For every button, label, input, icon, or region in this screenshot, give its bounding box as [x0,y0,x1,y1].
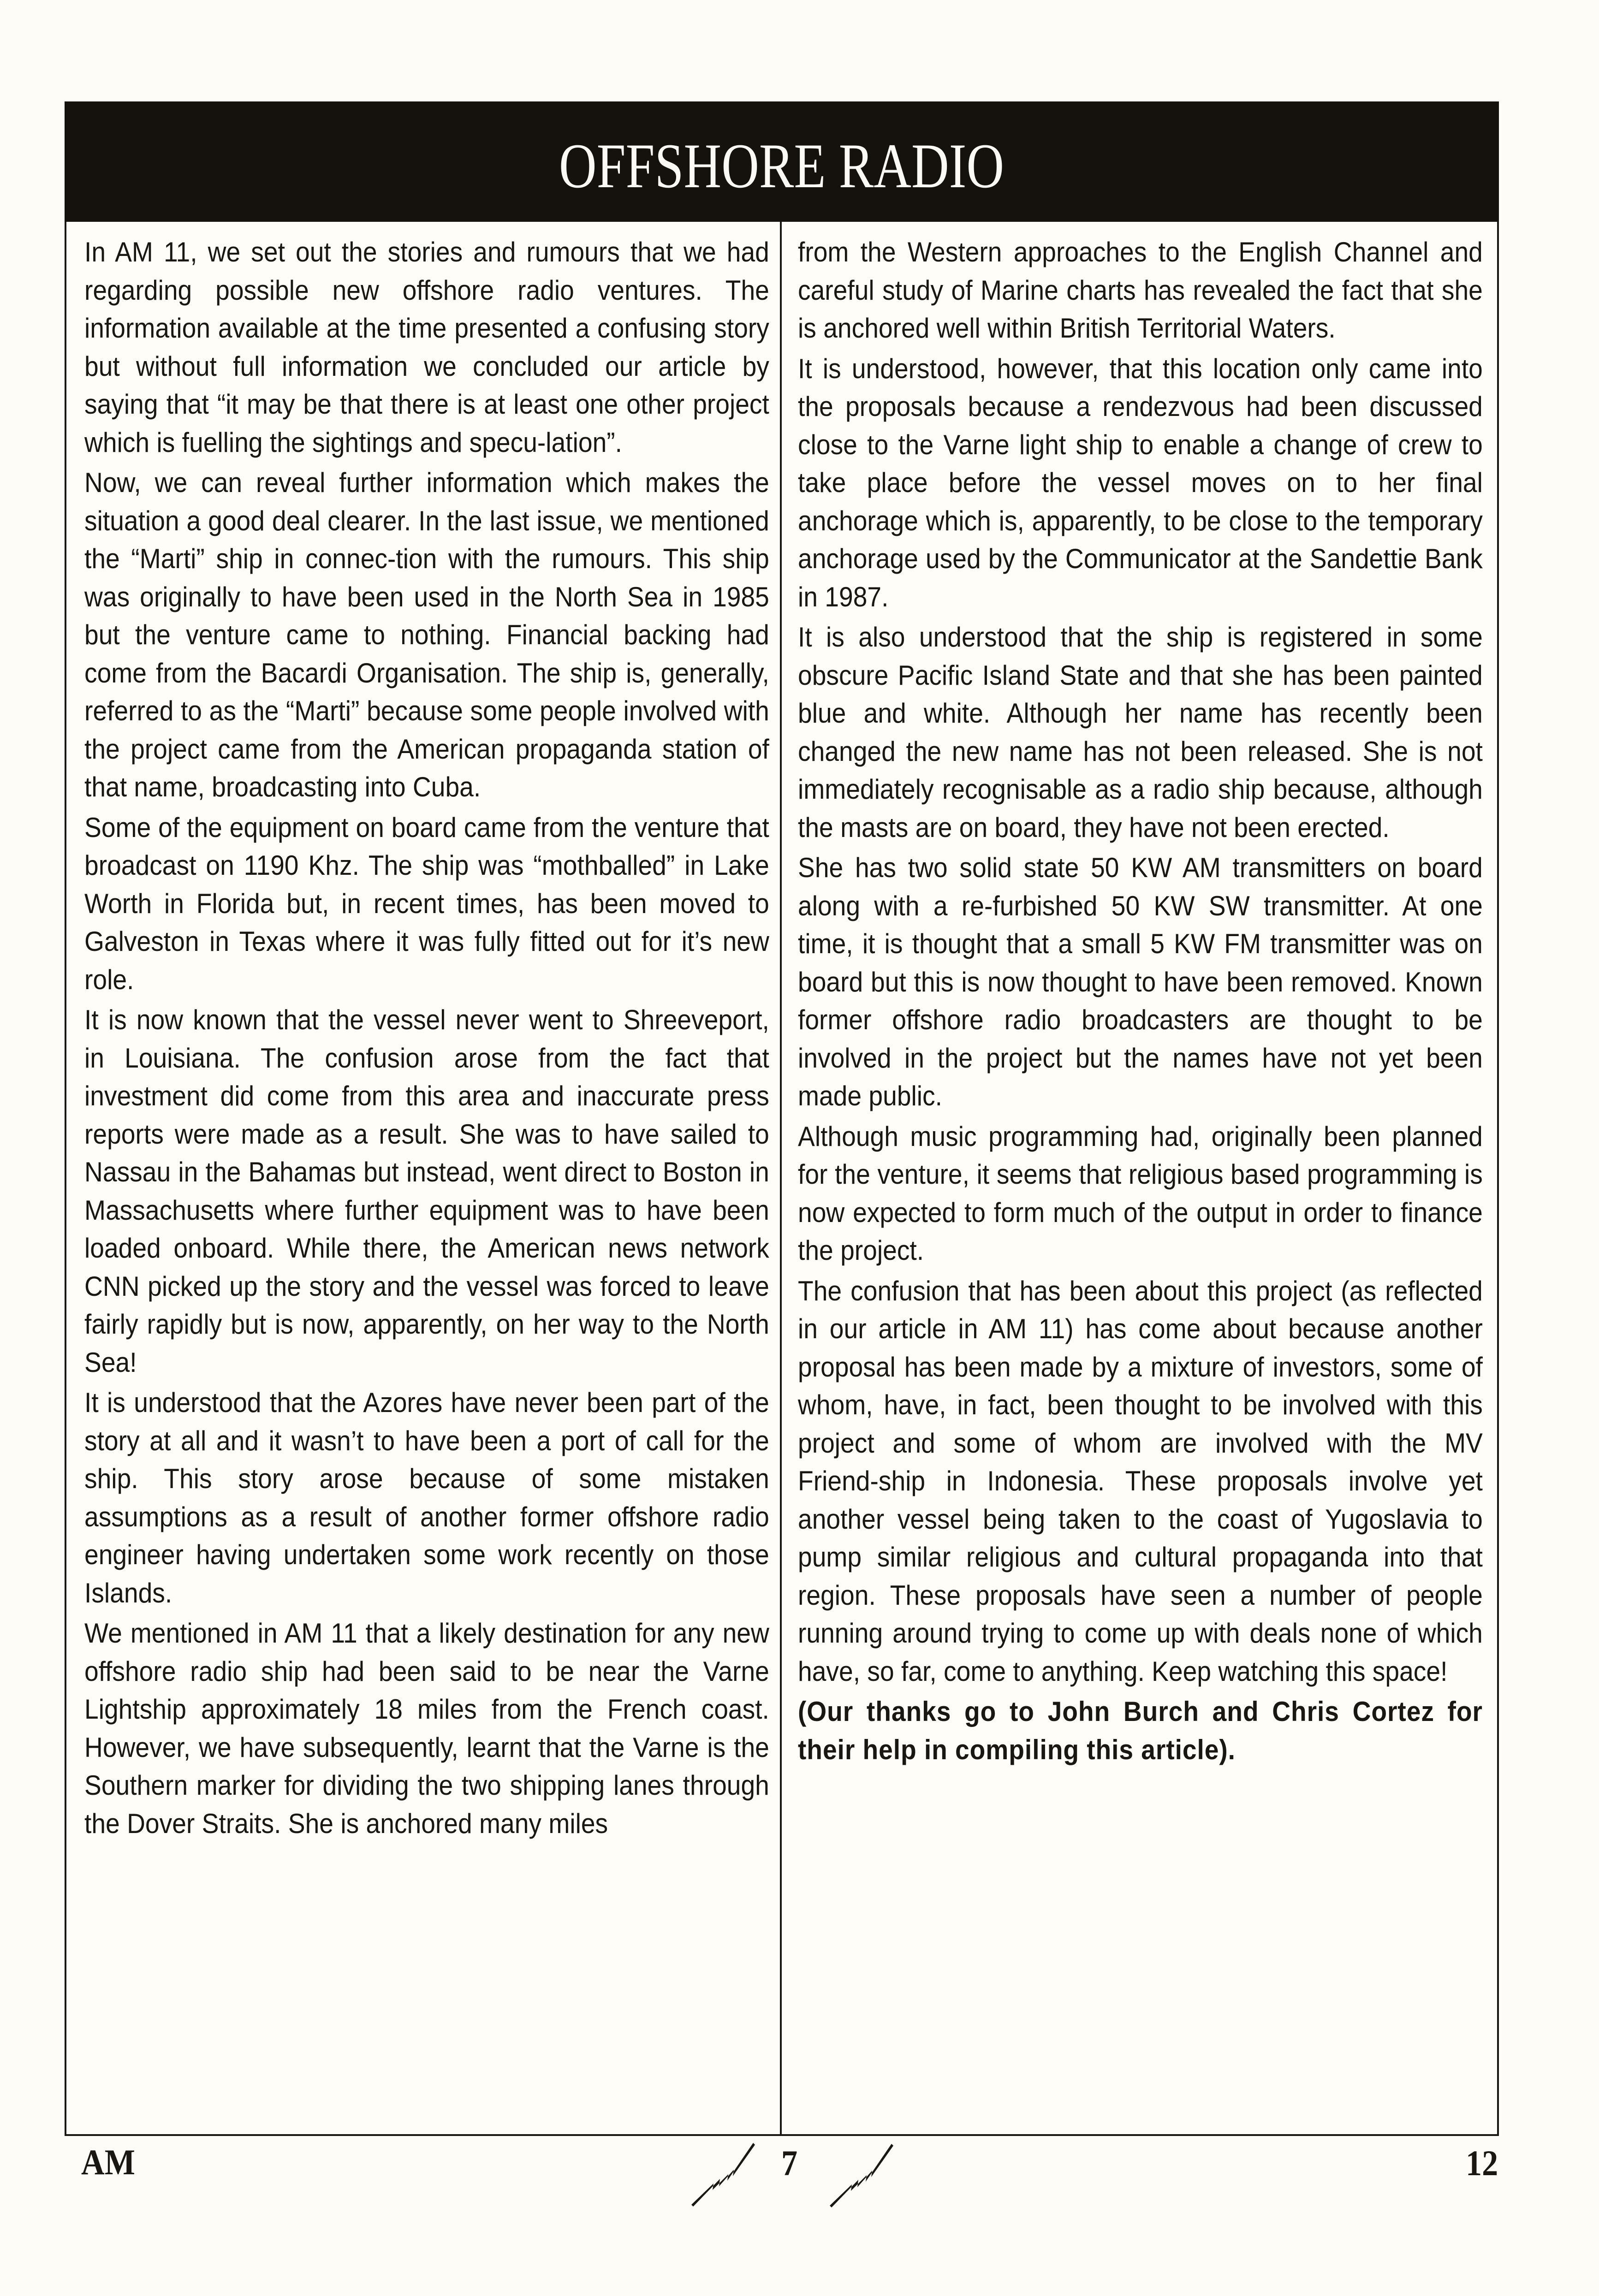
paragraph: It is understood, however, that this location only came into the proposals because a rendezvous had been discussed close to the Varne light ship to enable a change of crew to take place before the vessel moves on to her final anchorage which is, apparently, to be close to the temporary anchorage used by the Communicator at the Sandettie Bank in 1987. [798,353,1483,612]
acknowledgement: (Our thanks go to John Burch and Chris Cortez for their help in compiling this article). [798,1696,1483,1765]
column-divider [780,222,782,2136]
page-footer [0,2140,1599,2213]
lightning-bolt-icon [829,2143,893,2207]
article-column-left [84,233,769,1845]
paragraph: It is now known that the vessel never went to Shreeveport, in Louisiana. The confusion arose from the fact that investment did come from this area and inaccurate press reports were made as a result. She was to have sailed to Nassau in the Bahamas but instead, went direct to Boston in Massachusetts where further equipment was to have been loaded onboard. While there, the American news network CNN picked up the story and the vessel was forced to leave fairly rapidly but is now, apparently, on her way to the North Sea! [84,1004,769,1378]
page-number: 7 [781,2143,798,2183]
section-title: OFFSHORE RADIO [559,130,1005,201]
paragraph: Although music programming had, originally been planned for the venture, it seems that religious based programming is now expected to form much of the output in order to finance the project. [798,1121,1483,1266]
article-column-right [798,233,1483,1771]
paragraph: It is also understood that the ship is registered in some obscure Pacific Island State and that she has been painted blue and white. Although her name has recently been changed the new name has not been released. She is not immediately recognisable as a radio ship because, although the masts are on board, they have not been erected. [798,622,1483,843]
lightning-bolt-icon [690,2142,755,2207]
magazine-label: AM [81,2142,135,2182]
paragraph: from the Western approaches to the English Channel and careful study of Marine charts has revealed the fact that she is anchored well within British Territorial Waters. [798,237,1483,344]
paragraph: We mentioned in AM 11 that a likely destination for any new offshore radio ship had been said to be near the Varne Lightship approximately 18 miles from the French coast. However, we have subsequently, learnt that the Varne is the Southern marker for dividing the two shipping lanes through the Dover Straits. She is anchored many miles [84,1618,769,1839]
paragraph: In AM 11, we set out the stories and rumours that we had regarding possible new offshore radio ventures. The information available at the time presented a confusing story but without full information we concluded our article by saying that “it may be that there is at least one other project which is fuelling the sightings and specu‑lation”. [84,237,769,458]
paragraph: It is understood that the Azores have never been part of the story at all and it wasn’t to have been a port of call for the ship. This story arose because of some mistaken assumptions as a result of another former offshore radio engineer having undertaken some work recently on those Islands. [84,1387,769,1608]
article-box [65,101,1499,2136]
paragraph: She has two solid state 50 KW AM transmitters on board along with a re‑furbished 50 KW SW transmitter. At one time, it is thought that a small 5 KW FM transmitter was on board but this is now thought to have been removed. Known former offshore radio broadcasters are thought to be involved in the project but the names have not yet been made public. [798,852,1483,1111]
issue-number: 12 [1466,2143,1498,2183]
paragraph: Now, we can reveal further information which makes the situation a good deal clearer. In the last issue, we mentioned the “Marti” ship in connec‑tion with the rumours. This ship was originally to have been used in the North Sea in 1985 but the venture came to nothing. Financial backing had come from the Bacardi Organisation. The ship is, generally, referred to as the “Marti” because some people involved with the project came from the American propaganda station of that name, broadcasting into Cuba. [84,467,769,802]
paragraph: Some of the equipment on board came from the venture that broadcast on 1190 Khz. The ship was “mothballed” in Lake Worth in Florida but, in recent times, has been moved to Galveston in Texas where it was fully fitted out for it’s new role. [84,812,769,995]
paragraph: The confusion that has been about this project (as reflected in our article in AM 11) has come about because another proposal has been made by a mixture of investors, some of whom, have, in fact, been thought to be involved with this project and some of whom are involved with the MV Friend‑ship in Indonesia. These proposals involve yet another vessel being taken to the coast of Yugoslavia to pump similar religious and cultural propaganda into that region. These proposals have seen a number of people running around trying to come up with deals none of which have, so far, come to anything. Keep watching this space! [798,1275,1483,1687]
section-header-bar [65,101,1499,222]
